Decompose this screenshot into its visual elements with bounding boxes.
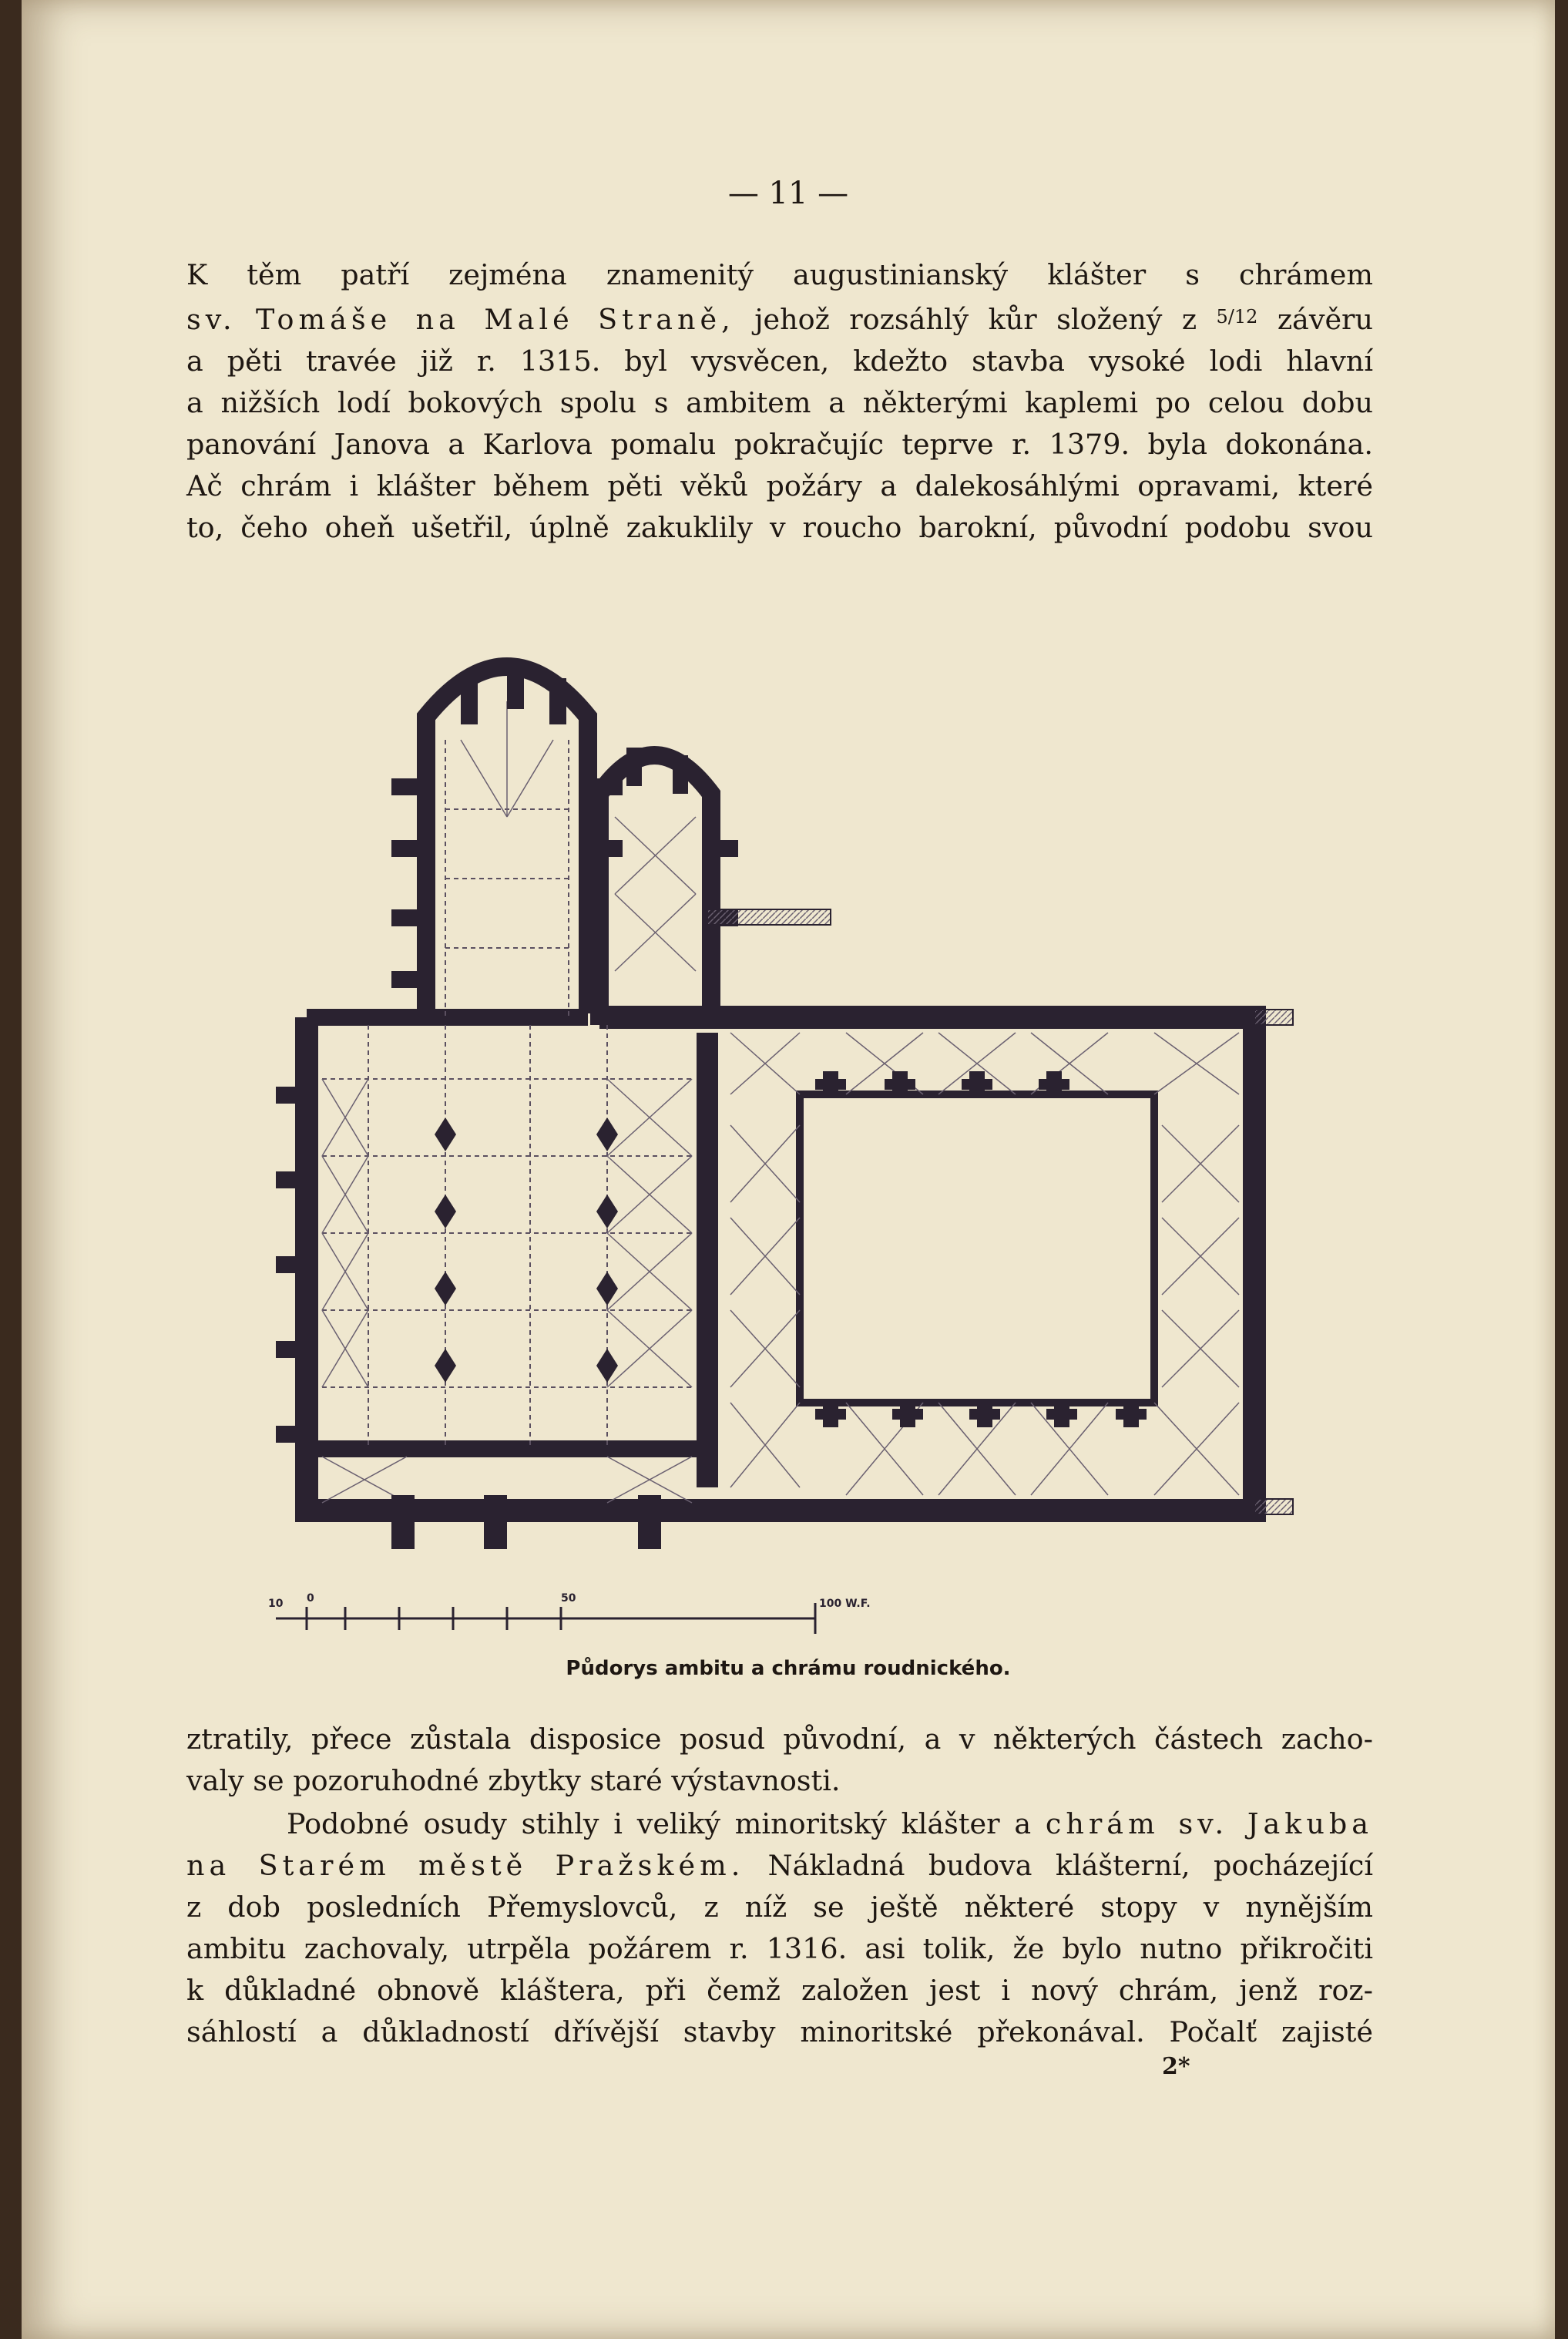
text-line: z dob posledních Přemyslovců, z níž se ještě některé stopy v nynějším <box>186 1890 1373 1924</box>
scale-label: 50 <box>561 1592 576 1605</box>
church-outer-wall <box>307 1017 831 1511</box>
emphasis-place: Tomáše na Malé Straně, <box>256 303 735 336</box>
paragraph-after-figure <box>186 1719 1373 1802</box>
text-span: Nákladná budova klášterní, pocházející <box>767 1849 1373 1882</box>
scale-label: 0 <box>307 1592 314 1605</box>
text-line: valy se pozoruhodné zbytky staré výstavnosti. <box>186 1764 841 1797</box>
text-line <box>186 1845 1373 1887</box>
text-line: K těm patří zejména znamenitý augustinianský klášter s chrámem <box>186 258 1373 291</box>
text-line: sáhlostí a důkladností dřívější stavby minoritské překonával. Počalť zajisté <box>186 2015 1373 2048</box>
cloister-court <box>800 1094 1154 1403</box>
floor-plan-illustration <box>268 586 1324 1680</box>
emphasis-name: chrám sv. Jakuba <box>1045 1807 1373 1840</box>
text-line: ztratily, přece zůstala disposice posud původní, a v některých částech zacho- <box>186 1722 1373 1756</box>
text-line: panování Janova a Karlova pomalu pokračujíc teprve r. 1379. byla dokonána. <box>186 428 1373 461</box>
text-span: jehož rozsáhlý kůr složený z <box>754 303 1197 336</box>
scale-label: 10 <box>268 1598 284 1610</box>
text-line: a pěti travée již r. 1315. byl vysvěcen, kdežto stavba vysoké lodi hlavní <box>186 344 1373 378</box>
text-line: Ač chrám i klášter během pěti věků požáry a dalekosáhlými opravami, které <box>186 469 1373 502</box>
book-page <box>22 0 1555 2339</box>
text-span: závěru <box>1277 303 1373 336</box>
paragraph-third <box>186 1803 1373 2053</box>
text-line <box>186 1803 1373 1845</box>
figure-caption: Půdorys ambitu a chrámu roudnického. <box>566 1657 1011 1680</box>
side-apse-wall <box>599 755 711 1025</box>
text-line: a nižších lodí bokových spolu s ambitem a některými kaplemi po celou dobu <box>186 386 1373 419</box>
text-span: sv. <box>186 303 237 336</box>
text-span: Podobné osudy stihly i veliký minoritský klášter a <box>287 1807 1032 1840</box>
page-number: — 11 — <box>727 176 849 211</box>
paragraph-top <box>186 254 1373 549</box>
text-line: to, čeho oheň ušetřil, úplně zakuklily v roucho barokní, původní podobu svou <box>186 511 1373 544</box>
scale-label: 100 W.F. <box>819 1598 871 1610</box>
scale-bar <box>276 1603 815 1634</box>
text-line <box>186 296 1373 341</box>
text-line: k důkladné obnově kláštera, při čemž založen jest i nový chrám, jenž roz- <box>186 1974 1373 2007</box>
emphasis-place: na Starém městě Pražském. <box>186 1849 745 1882</box>
fraction: 5/12 <box>1216 306 1258 328</box>
signature-mark: 2* <box>1162 2053 1190 2080</box>
text-line: ambitu zachovaly, utrpěla požárem r. 1316. asi tolik, že bylo nutno přikročiti <box>186 1932 1373 1965</box>
